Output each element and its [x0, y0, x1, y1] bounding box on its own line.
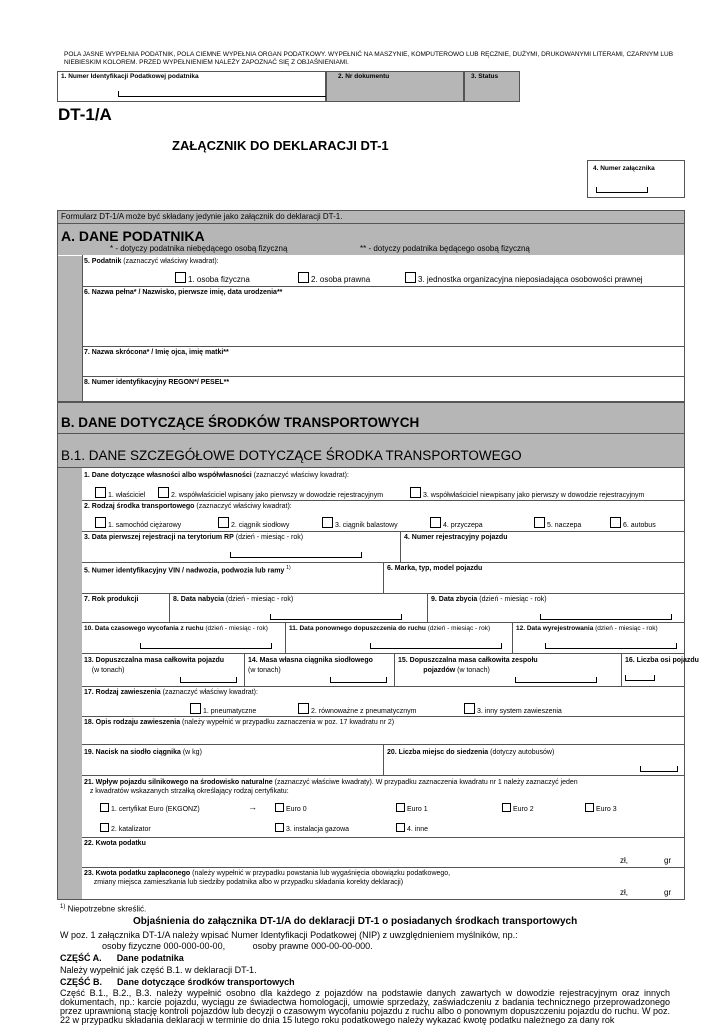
- field-8[interactable]: [82, 376, 684, 402]
- form-title: ZAŁĄCZNIK DO DEKLARACJI DT-1: [172, 138, 389, 153]
- first-registration-date-input[interactable]: [230, 552, 362, 558]
- option-euro-2[interactable]: Euro 2: [502, 803, 534, 814]
- explanation-p1b: osoby fizyczne 000-000-00-00, osoby prawne 000-00-00-000.: [102, 941, 373, 951]
- option-equivalent[interactable]: 2. równoważne z pneumatycznym: [298, 703, 416, 716]
- checkbox-icon[interactable]: [95, 517, 106, 528]
- nip-ticks: [118, 91, 360, 97]
- checkbox-icon[interactable]: [464, 703, 475, 714]
- option-semi-trailer[interactable]: 5. naczepa: [534, 517, 581, 530]
- section-b1-header: [57, 434, 685, 468]
- checkbox-icon[interactable]: [298, 272, 309, 283]
- checkbox-icon[interactable]: [275, 823, 284, 832]
- question-9-label: 9. Data zbycia (dzień - miesiąc - rok): [431, 596, 547, 603]
- question-2-label: 2. Rodzaj środka transportowego (zaznaczyć właściwy kwadrat):: [84, 503, 292, 510]
- option-owner[interactable]: 1. właściciel: [95, 487, 145, 500]
- withdrawal-date-input[interactable]: [140, 643, 272, 649]
- form-code: DT-1/A: [58, 105, 112, 124]
- attachment-number-field[interactable]: [587, 160, 685, 198]
- field-5-label: 5. Podatnik (zaznaczyć właściwy kwadrat):: [84, 258, 219, 265]
- attachment-number-ticks: [596, 187, 648, 193]
- option-bus[interactable]: 6. autobus: [610, 517, 656, 530]
- question-13-label: 13. Dopuszczalna masa całkowita pojazdu (w tonach): [84, 657, 225, 674]
- checkbox-icon[interactable]: [534, 517, 545, 528]
- question-15-label: 15. Dopuszczalna masa całkowita zespołu pojazdów (w tonach): [398, 657, 538, 674]
- nip-field[interactable]: [57, 71, 326, 102]
- question-1-label: 1. Dane dotyczące własności albo współwłasności (zaznaczyć właściwy kwadrat):: [84, 472, 349, 479]
- question-8-label: 8. Data nabycia (dzień - miesiąc - rok): [173, 596, 294, 603]
- field-6-label: 6. Nazwa pełna* / Nazwisko, pierwsze imię, data urodzenia**: [84, 289, 283, 296]
- option-ballast-tractor[interactable]: 3. ciągnik balastowy: [322, 517, 398, 530]
- form-instructions: POLA JASNE WYPEŁNIA PODATNIK, POLA CIEMNE WYPEŁNIA ORGAN PODATKOWY. WYPEŁNIĆ NA MASZYNIE, KOMPUTEROWO LUB RĘCZNIE, DUŻYMI, DRUKOWANYMI LITERAMI, CZARNYM LUB NIEBIESKIM KOLOREM. PRZED WYPEŁNIENIEM NALEŻY ZAPOZNAĆ SIĘ Z OBJAŚNIENIAMI.: [64, 51, 674, 66]
- tractor-weight-input[interactable]: [330, 677, 387, 683]
- checkbox-icon[interactable]: [100, 803, 109, 812]
- attachment-number-label: 4. Numer załącznika: [593, 165, 655, 172]
- gross-weight-input[interactable]: [180, 677, 237, 683]
- option-euro-3[interactable]: Euro 3: [585, 803, 617, 814]
- option-legal-person[interactable]: 2. osoba prawna: [298, 272, 370, 285]
- question-4-label: 4. Numer rejestracyjny pojazdu: [404, 534, 508, 541]
- option-catalyst[interactable]: 2. katalizator: [100, 823, 151, 834]
- checkbox-icon[interactable]: [410, 487, 421, 498]
- option-gas-installation[interactable]: 3. instalacja gazowa: [275, 823, 349, 834]
- axle-count-input[interactable]: [625, 675, 655, 681]
- checkbox-icon[interactable]: [585, 803, 594, 812]
- checkbox-icon[interactable]: [275, 803, 284, 812]
- purchase-date-input[interactable]: [270, 614, 402, 620]
- part-a-heading: CZĘŚĆ A. Dane podatnika: [60, 953, 184, 963]
- deregistration-date-input[interactable]: [545, 643, 677, 649]
- arrow-icon: →: [248, 802, 257, 812]
- option-truck[interactable]: 1. samochód ciężarowy: [95, 517, 181, 530]
- checkbox-icon[interactable]: [175, 272, 186, 283]
- section-a-header: [57, 224, 685, 255]
- checkbox-icon[interactable]: [95, 487, 106, 498]
- section-b1-title: B.1. DANE SZCZEGÓŁOWE DOTYCZĄCE ŚRODKA TRANSPORTOWEGO: [61, 448, 522, 463]
- part-b-heading: CZĘŚĆ B. Dane dotyczące środków transportowych: [60, 977, 295, 987]
- section-b-header: [57, 402, 685, 434]
- question-19-label: 19. Nacisk na siodło ciągnika (w kg): [84, 749, 202, 756]
- checkbox-icon[interactable]: [100, 823, 109, 832]
- section-b-title: B. DANE DOTYCZĄCE ŚRODKÓW TRANSPORTOWYCH: [61, 415, 420, 430]
- question-6-label: 6. Marka, typ, model pojazdu: [387, 565, 483, 572]
- explanations-title: Objaśnienia do załącznika DT-1/A do deklaracji DT-1 o posiadanych środkach transportowych: [133, 916, 578, 927]
- question-5-label: 5. Numer identyfikacyjny VIN / nadwozia, podwozia lub ramy $^{1)}$: [84, 565, 291, 575]
- question-11-label: 11. Data ponownego dopuszczenia do ruchu (dzień - miesiąc - rok): [289, 625, 491, 632]
- seats-input[interactable]: [640, 766, 678, 772]
- sale-date-input[interactable]: [540, 614, 672, 620]
- question-18-label: 18. Opis rodzaju zawieszenia (należy wypełnić w przypadku zaznaczenia w poz. 17 kwadratu nr 2): [84, 719, 395, 726]
- question-7-label: 7. Rok produkcji: [84, 596, 139, 603]
- option-co-owner-other[interactable]: 3. współwłaściciel niewpisany jako pierwszy w dowodzie rejestracyjnym: [410, 487, 644, 500]
- explanation-p1: W poz. 1 załącznika DT-1/A należy wpisać Numer Identyfikacji Podatkowej (NIP) z uwzględnieniem myślników, np.:: [60, 930, 518, 940]
- option-other[interactable]: 4. inne: [396, 823, 428, 834]
- section-a-title: A. DANE PODATNIKA: [61, 228, 205, 244]
- status-field: [464, 71, 520, 102]
- checkbox-icon[interactable]: [430, 517, 441, 528]
- option-natural-person[interactable]: 1. osoba fizyczna: [175, 272, 250, 285]
- question-3-label: 3. Data pierwszej rejestracji na terytorium RP (dzień - miesiąc - rok): [84, 534, 304, 541]
- question-22[interactable]: [82, 837, 684, 867]
- currency-zl: zł,: [620, 888, 628, 897]
- note-star-2: ** - dotyczy podatnika będącego osobą fizyczną: [360, 244, 530, 253]
- option-euro-cert[interactable]: 1. certyfikat Euro (EKGONZ): [100, 803, 200, 814]
- question-16-label: 16. Liczba osi pojazdu: [625, 657, 699, 664]
- part-b-text: Część B.1., B.2., B.3. należy wypełnić osobno dla każdego z pojazdów na podstawie danych zawartych w dowodzie rejestracyjnym oraz innych dokumentach, np.: karcie pojazdu, wyciągu ze świadectwa homologacji, umowie sprzedaży, zaświadczeniu z badania technicznego przeprowadzonego przez uprawnioną stację kontroli pojazdów lub decyzji o czasowym wycofaniu pojazdu z ruchu albo o ponownym dopuszczeniu pojazdu do ruchu. W poz. 22 w przypadku składania deklaracji w terminie do dnia 15 lutego roku podatkowego należy wykazać kwotę podatku należnego za dany rok: [60, 988, 670, 1025]
- option-euro-1[interactable]: Euro 1: [396, 803, 428, 814]
- question-20-label: 20. Liczba miejsc do siedzenia (dotyczy autobusów): [387, 749, 555, 756]
- footnote: $^{1)}$ Niepotrzebne skreślić.: [60, 904, 147, 914]
- checkbox-icon[interactable]: [218, 517, 229, 528]
- checkbox-icon[interactable]: [298, 703, 309, 714]
- document-number-label: 2. Nr dokumentu: [338, 73, 390, 80]
- question-21-label: 21. Wpływ pojazdu silnikowego na środowisko naturalne (zaznaczyć właściwe kwadraty). W przypadku zaznaczenia kwadratu nr 1 należy zaznaczyć jeden z kwadratów wskazanych strzałką określający rodzaj certyfikatu:: [84, 779, 578, 795]
- question-12-label: 12. Data wyrejestrowania (dzień - miesiąc - rok): [516, 625, 658, 632]
- field-7-label: 7. Nazwa skrócona* / Imię ojca, imię matki**: [84, 349, 229, 356]
- question-10-label: 10. Data czasowego wycofania z ruchu (dzień - miesiąc - rok): [84, 625, 268, 632]
- option-euro-0[interactable]: Euro 0: [275, 803, 307, 814]
- note-text: Formularz DT-1/A może być składany jedynie jako załącznik do deklaracji DT-1.: [61, 212, 343, 221]
- question-17-label: 17. Rodzaj zawieszenia (zaznaczyć właściwy kwadrat):: [84, 689, 258, 696]
- part-a-text: Należy wypełnić jak część B.1. w deklaracji DT-1.: [60, 965, 257, 975]
- status-label: 3. Status: [471, 73, 499, 80]
- currency-gr: gr: [664, 856, 672, 865]
- nip-label: 1. Numer Identyfikacji Podatkowej podatnika: [61, 73, 199, 80]
- note-star-1: * - dotyczy podatnika niebędącego osobą fizyczną: [110, 244, 288, 253]
- currency-gr: gr: [664, 888, 672, 897]
- checkbox-icon[interactable]: [396, 823, 405, 832]
- readmission-date-input[interactable]: [370, 643, 502, 649]
- field-8-label: 8. Numer identyfikacyjny REGON*/ PESEL**: [84, 379, 230, 386]
- option-tractor-unit[interactable]: 2. ciągnik siodłowy: [218, 517, 289, 530]
- combination-weight-input[interactable]: [515, 677, 597, 683]
- checkbox-icon[interactable]: [322, 517, 333, 528]
- option-trailer[interactable]: 4. przyczepa: [430, 517, 483, 530]
- currency-zl: zł,: [620, 856, 628, 865]
- question-22-label: 22. Kwota podatku: [84, 840, 146, 847]
- option-org-unit[interactable]: 3. jednostka organizacyjna nieposiadająca osobowości prawnej: [405, 272, 643, 285]
- option-other-suspension[interactable]: 3. inny system zawieszenia: [464, 703, 562, 716]
- question-23-label: 23. Kwota podatku zapłaconego (należy wypełnić w przypadku powstania lub wygaśnięcia obowiązku podatkowego, zmiany miejsca zamieszkania lub siedziby podatnika albo w przypadku składania korekty deklaracji): [84, 870, 451, 886]
- option-co-owner-first[interactable]: 2. współwłaściciel wpisany jako pierwszy w dowodzie rejestracyjnym: [158, 487, 383, 500]
- option-pneumatic[interactable]: 1. pneumatyczne: [190, 703, 256, 716]
- checkbox-icon[interactable]: [610, 517, 621, 528]
- field-7[interactable]: [82, 346, 684, 376]
- checkbox-icon[interactable]: [396, 803, 405, 812]
- field-6[interactable]: [82, 286, 684, 346]
- checkbox-icon[interactable]: [502, 803, 511, 812]
- checkbox-icon[interactable]: [405, 272, 416, 283]
- question-14-label: 14. Masa własna ciągnika siodłowego (w tonach): [248, 657, 373, 674]
- document-number-field: [326, 71, 464, 102]
- checkbox-icon[interactable]: [190, 703, 201, 714]
- checkbox-icon[interactable]: [158, 487, 169, 498]
- note-bar: [57, 210, 685, 224]
